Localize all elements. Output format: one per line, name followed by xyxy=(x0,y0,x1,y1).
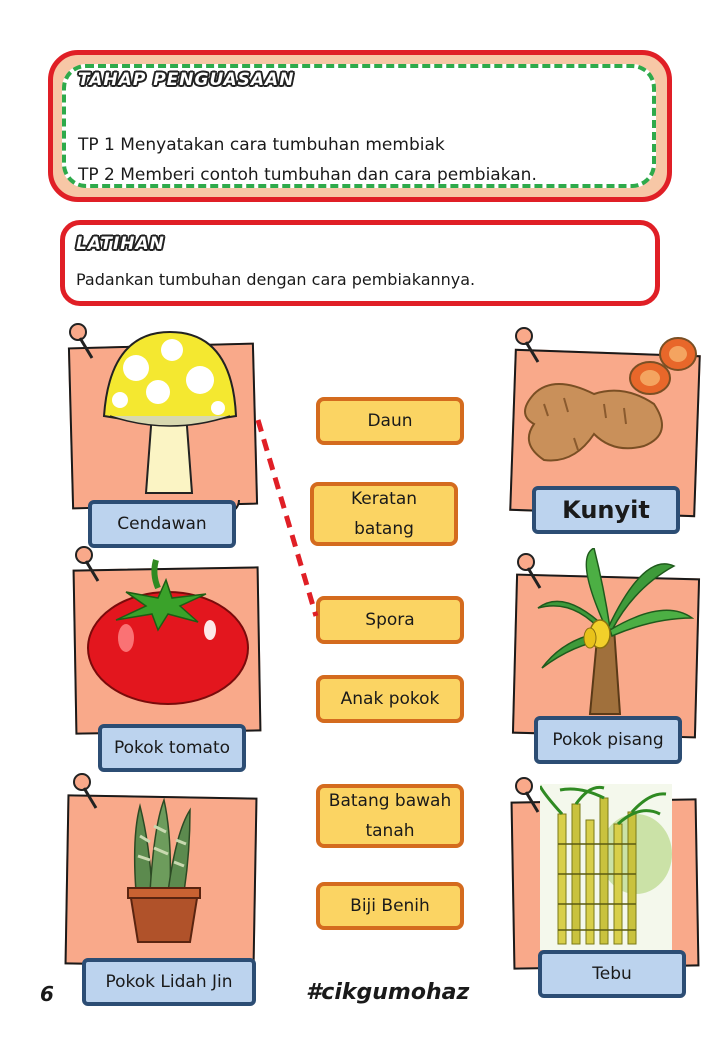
method-box-keratan-batang[interactable] xyxy=(310,482,458,546)
method-label: Batang bawah xyxy=(328,791,452,811)
snake-plant-icon xyxy=(124,796,204,946)
method-label: tanah xyxy=(365,821,415,841)
method-label: Biji Benih xyxy=(350,896,430,916)
mastery-title: TAHAP PENGUASAAN xyxy=(78,70,295,90)
plant-label-cendawan[interactable]: Cendawan xyxy=(88,500,236,548)
method-label: Anak pokok xyxy=(340,689,440,709)
method-box-anak-pokok[interactable] xyxy=(316,675,464,723)
sugarcane-icon xyxy=(540,784,672,950)
pushpin-icon xyxy=(512,776,542,816)
plant-label-kunyit[interactable]: Kunyit xyxy=(532,486,680,534)
exercise-title: LATIHAN xyxy=(76,234,165,254)
pushpin-icon xyxy=(66,322,96,362)
page-number: 6 xyxy=(40,982,54,1006)
exercise-panel xyxy=(60,220,660,306)
method-box-daun[interactable] xyxy=(316,397,464,445)
method-box-biji-benih[interactable] xyxy=(316,882,464,930)
method-box-batang-bawah-tanah[interactable] xyxy=(316,784,464,848)
mushroom-icon xyxy=(100,328,240,498)
pushpin-icon xyxy=(70,772,100,812)
mastery-line-1: TP 1 Menyatakan cara tumbuhan membiak xyxy=(78,135,445,155)
plant-label-pokok-tomato[interactable]: Pokok tomato xyxy=(98,724,246,772)
matching-line-example xyxy=(250,416,330,622)
method-label: Daun xyxy=(367,411,413,431)
turmeric-icon xyxy=(514,334,700,484)
author-hashtag: #cikgumohaz xyxy=(306,980,470,1005)
plant-label-pokok-lidah-jin[interactable]: Pokok Lidah Jin xyxy=(82,958,256,1006)
tomato-icon xyxy=(86,558,252,708)
mastery-line-2: TP 2 Memberi contoh tumbuhan dan cara pembiakan. xyxy=(78,165,537,185)
method-box-spora[interactable] xyxy=(316,596,464,644)
plant-label-pokok-pisang[interactable]: Pokok pisang xyxy=(534,716,682,764)
banana-tree-icon xyxy=(534,548,694,718)
method-label: Keratan xyxy=(350,489,418,509)
exercise-instruction: Padankan tumbuhan dengan cara pembiakannya. xyxy=(76,270,476,289)
method-label: Spora xyxy=(365,610,415,630)
method-label: batang xyxy=(354,519,414,539)
plant-label-tebu[interactable]: Tebu xyxy=(538,950,686,998)
